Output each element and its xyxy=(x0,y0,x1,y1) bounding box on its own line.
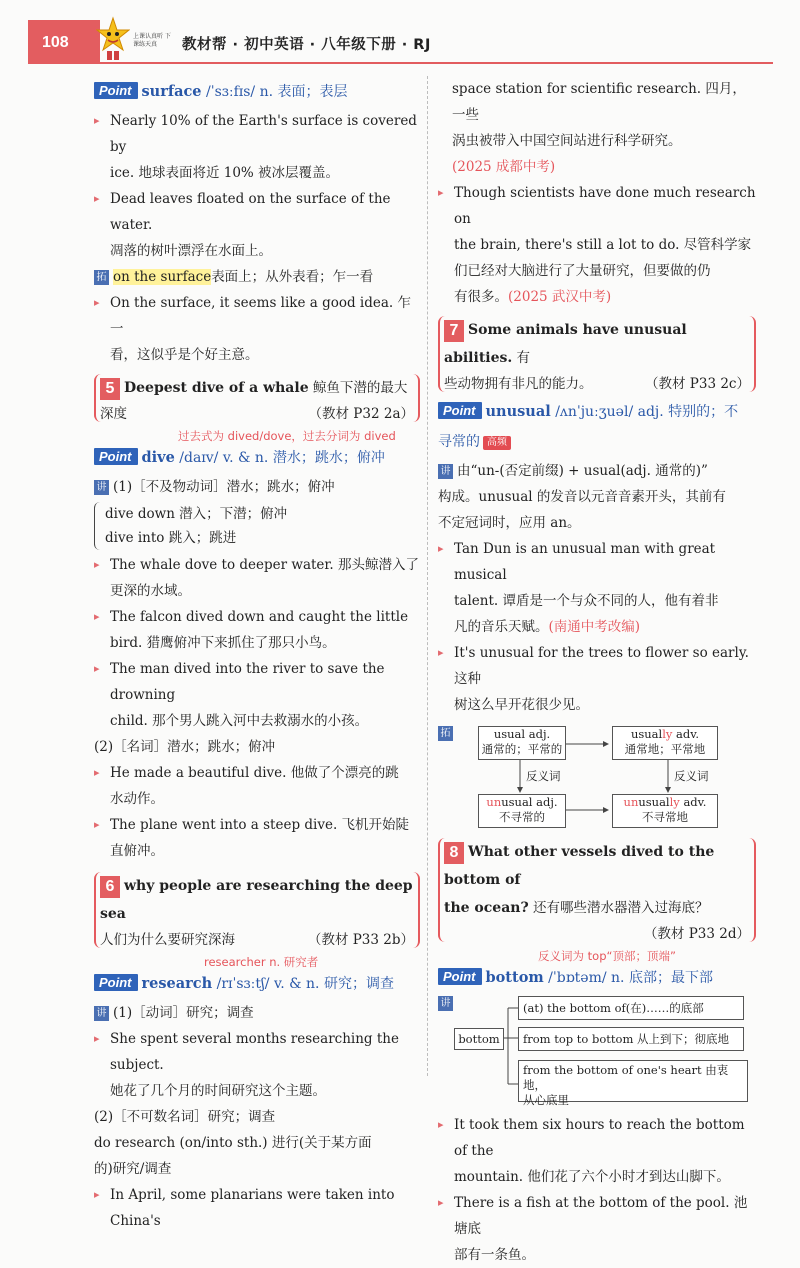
example: ▸ There is a fish at the bottom of the pool. 池塘底 部有一条鱼。 xyxy=(438,1190,756,1268)
diagram-box-unusual: unusual adj. 不寻常的 xyxy=(478,794,566,828)
sense: (2)［不可数名词］研究；调查 xyxy=(94,1109,276,1125)
book-title: 教材帮 · 初中英语 · 八年级下册 · RJ xyxy=(182,37,431,53)
phrase-tree xyxy=(438,994,756,1112)
point-label: Point xyxy=(94,974,138,991)
point-label: Point xyxy=(94,448,138,465)
point-research xyxy=(94,970,420,998)
tuo-icon: 拓 xyxy=(438,726,453,741)
extension-phrase: 拓 on the surface表面上；从外表看；乍一看 xyxy=(94,264,420,290)
sentence-number: 6 xyxy=(100,876,120,898)
margin-note: 反义词为 top“顶部；顶端” xyxy=(538,949,676,963)
usage: do research (on/into sth.) 进行(关于某方面 xyxy=(94,1135,372,1151)
sentence-box-6: 6 why people are researching the deep sea 人们为什么要研究深海 （教材 P33 2b） xyxy=(94,872,420,948)
headword-meaning: /ˈsɜːfɪs/ n. 表面；表层 xyxy=(201,84,348,100)
margin-note: researcher n. 研究者 xyxy=(204,955,319,969)
example: ▸ He made a beautiful dive. 他做了个漂亮的跳 水动作。 xyxy=(94,760,420,812)
headword-meaning-cont: 寻常的 高频 xyxy=(438,428,756,456)
sense: 讲 (1)［不及物动词］潜水；跳水；俯冲 xyxy=(94,474,420,500)
right-column xyxy=(438,76,756,1268)
example: ▸ It took them six hours to reach the bottom of the mountain. 他们花了六个小时才到达山脚下。 xyxy=(438,1112,756,1190)
jiang-icon: 讲 xyxy=(438,996,453,1011)
point-surface xyxy=(94,78,420,106)
example: ▸ Dead leaves floated on the surface of the water. 凋落的树叶漂浮在水面上。 xyxy=(94,186,420,264)
tree-branch: from the bottom of one's heart 由衷地， 从心底里 xyxy=(518,1060,748,1102)
high-frequency-badge: 高频 xyxy=(483,436,511,450)
jiang-icon: 讲 xyxy=(438,464,453,479)
headword: research xyxy=(141,975,213,992)
example: ▸ On the surface, it seems like a good idea. 乍一 看，这似乎是个好主意。 xyxy=(94,290,420,368)
sentence-box-5: 5 Deepest dive of a whale 鲸鱼下潜的最大 深度 （教材 P32 2a） xyxy=(94,374,420,422)
jiang-icon: 讲 xyxy=(94,480,109,495)
sentence-box-7: 7 Some animals have unusual abilities. 有 些动物拥有非凡的能力。 （教材 P33 2c） xyxy=(438,316,756,392)
diagram-box-unusually: unusually adv. 不寻常地 xyxy=(612,794,718,828)
headword: dive xyxy=(141,449,175,466)
antonym-label: 反义词 xyxy=(674,769,709,783)
point-dive xyxy=(94,444,420,472)
slogan: 上课认真听 下课练天真 xyxy=(133,33,171,48)
example-continued: space station for scientific research. 四月，一些 涡虫被带入中国空间站进行科学研究。 (2025 成都中考) xyxy=(452,81,746,175)
headword-meaning: /daɪv/ v. & n. 潜水；跳水；俯冲 xyxy=(174,450,385,466)
left-column xyxy=(94,76,420,1234)
phrase-brace: dive down 潜入；下潜；俯冲 dive into 跳入；跳进 xyxy=(94,502,420,550)
headword: unusual xyxy=(485,403,551,420)
tree-root: bottom xyxy=(454,1028,504,1050)
point-label: Point xyxy=(438,402,482,419)
headword-meaning: /rɪˈsɜːtʃ/ v. & n. 研究；调查 xyxy=(212,976,394,992)
example: ▸ It's unusual for the trees to flower so early. 这种 树这么早开花很少见。 xyxy=(438,640,756,718)
exam-source: (南通中考改编) xyxy=(548,619,641,635)
exam-source: (2025 武汉中考) xyxy=(508,289,612,305)
sentence-number: 7 xyxy=(444,320,464,342)
headword-meaning: /ˈbɒtəm/ n. 底部；最下部 xyxy=(543,970,713,986)
column-divider xyxy=(427,76,428,1076)
point-label: Point xyxy=(94,82,138,99)
sentence-number: 5 xyxy=(100,378,120,400)
margin-note: 过去式为 dived/dove，过去分词为 dived xyxy=(178,429,396,443)
exam-source: (2025 成都中考) xyxy=(452,159,556,175)
explanation: 讲 由“un-(否定前缀) + usual(adj. 通常的)” 构成。unusual 的发音以元音音素开头，其前有 不定冠词时，应用 an。 xyxy=(438,463,726,531)
sentence-box-8: 8 What other vessels dived to the bottom of the ocean? 还有哪些潜水器潜入过海底？ （教材 P33 2d） xyxy=(438,838,756,942)
sense: (2)［名词］潜水；跳水；俯冲 xyxy=(94,739,276,755)
point-label: Point xyxy=(438,968,482,985)
word-formation-diagram xyxy=(438,722,756,830)
jiang-icon: 讲 xyxy=(94,1006,109,1021)
headword-meaning: /ʌnˈjuːʒuəl/ adj. 特别的；不 xyxy=(550,404,739,420)
example: ▸ The man dived into the river to save the drowning child. 那个男人跳入河中去救溺水的小孩。 xyxy=(94,656,420,734)
diagram-box-usually: usually adv. 通常地；平常地 xyxy=(612,726,718,760)
headword: bottom xyxy=(485,969,544,986)
example: ▸ The whale dove to deeper water. 那头鲸潜入了 更深的水域。 xyxy=(94,552,420,604)
tree-branch: from top to bottom 从上到下；彻底地 xyxy=(518,1027,744,1051)
sense: 讲 (1)［动词］研究；调查 xyxy=(94,1000,420,1026)
star-mascot-icon xyxy=(96,16,130,62)
example: ▸ She spent several months researching the subject. 她花了几个月的时间研究这个主题。 xyxy=(94,1026,420,1104)
example: ▸ Tan Dun is an unusual man with great musical talent. 谭盾是一个与众不同的人，他有着非 凡的音乐天赋。(南通中考改编) xyxy=(438,536,756,640)
headword: surface xyxy=(141,83,202,100)
tuo-icon: 拓 xyxy=(94,270,109,285)
tree-branch: (at) the bottom of(在)……的底部 xyxy=(518,996,744,1020)
sentence-number: 8 xyxy=(444,842,464,864)
example: ▸ Though scientists have done much research on the brain, there's still a lot to do. 尽管科学家 们已经对大脑进行了大量研究，但要做的仍 有很多。(2025 武汉中考) xyxy=(438,180,756,310)
point-bottom xyxy=(438,964,756,992)
usage: 的)研究/调查 xyxy=(94,1161,172,1177)
antonym-label: 反义词 xyxy=(526,769,561,783)
example: ▸ In April, some planarians were taken into China's xyxy=(94,1182,420,1234)
example: ▸ Nearly 10% of the Earth's surface is covered by ice. 地球表面将近 10% 被冰层覆盖。 xyxy=(94,108,420,186)
example: ▸ The falcon dived down and caught the little bird. 猎鹰俯冲下来抓住了那只小鸟。 xyxy=(94,604,420,656)
page-number: 108 xyxy=(28,20,100,64)
diagram-box-usual: usual adj. 通常的；平常的 xyxy=(478,726,566,760)
point-unusual xyxy=(438,398,756,426)
example: ▸ The plane went into a steep dive. 飞机开始陡 直俯冲。 xyxy=(94,812,420,864)
